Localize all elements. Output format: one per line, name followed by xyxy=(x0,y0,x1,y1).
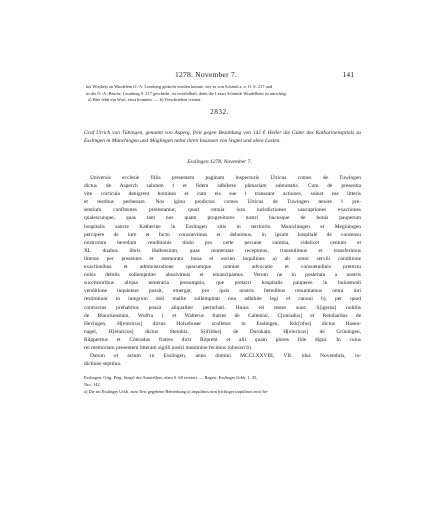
text-line: Hevingen, H[einricus] dictus Holzebuser sculletus in Esslingen, Rdc[ofus] dictus Hasen- xyxy=(84,320,361,327)
text-line: Rûpperttus et Cônradus fratres dicti Rôprehi et alii quam plures fide digni. In cuius xyxy=(84,336,361,343)
footnote-line: a) Hier fehlt ein Wort, etwa homines. — b) Verschrieben creatra. xyxy=(88,97,202,103)
text-line: dictione septima. xyxy=(84,361,122,368)
charter-text xyxy=(84,174,361,368)
text-line: nagel, H[einricus] dictus Steinbiz, S[ifridus] de Durnkain, H[einricus] de Grüningen, xyxy=(84,328,361,335)
text-line: restitutioni in integrum doli mallie sollempitati non adhibite legi et canoni b), per quod xyxy=(84,296,361,303)
text-line: de Blanckenstain, Wolfra } et Walterus fratres de Calteniai, C[onradus] et Reinhardus de xyxy=(84,312,361,319)
text-line: vite corriculo denigrent homines et cum eis sue ǁ transeant actiones, soleat eas litteris xyxy=(84,191,361,198)
text-line: rei memoriam presentem litteram sigilli nostri munimine fecimus roborari b). xyxy=(84,344,253,351)
archival-source-line: Nro. 142. xyxy=(84,381,101,387)
text-line: litteras per presentes et memorata bona et eorum inquilinos a) ab omni servili conditione xyxy=(84,255,361,262)
document-number: 2832. xyxy=(210,108,229,116)
text-line: exactionibus et administratione quacumque nomine advocatie et consuetudinis pretextu xyxy=(84,264,361,271)
archival-source-line: Esslingen. Orig. Perg. Siegel des Ausstellers, oben S. 68 erörtert. — Regest: Esslinger Urkb. 1, 35, xyxy=(84,375,258,380)
footnote-line: in der O.-A.-Beschr. Leonberg S. 217 geschieht, ist zweifelhaft, denn die Lesart Schmids Windelbein ist unrichtig. xyxy=(86,90,287,96)
text-line: Universis ecclesie filiis presentem paginam inspecturis Ülricus comes de Tuwingen xyxy=(90,175,361,181)
text-line: Datum et actum in Esslingen, anno domini MCCLXXVIII, VII. idus Novembris, in- xyxy=(90,353,361,360)
text-line: nostrorum heredum venditionis titulo pro certe pecunie summa, videlicet centum et xyxy=(84,239,361,246)
page-number: 141 xyxy=(342,70,354,79)
text-line: dictus de Asperch salutem ǁ et fidem adhibere plenariam subnotatis. Cum de presentia xyxy=(84,183,361,190)
place-date-line: Esslingen 1278. November 7. xyxy=(187,159,252,165)
footnote-line: a) Die im Esslinger Urkb. zum Text gegebene Bemerkung a) inquilinos non (richtiger inquilinos nos) be- xyxy=(84,388,269,394)
text-line: hospitalis sancte Katherine in Esslingen sitis in territorio Munichingen et Meginingen xyxy=(84,223,361,230)
text-line: contractus prehabitus possit aliqualiter perturbari. Huius rei testes sunt: S[igerus] nobilis xyxy=(84,304,361,311)
footnote-line: bei Wirsbels an Windelein O.-A. Leonberg gedacht werden könnte, wie es von Schmid a. a. O. S. 217 und xyxy=(86,84,273,89)
text-line: sentium confitentes protestamur, quod omnia iura iurisdictiones usucaptiones exactiones xyxy=(84,207,361,214)
text-line: percipere de iure et facto consuevimus et debuimus, in ipsum hospitale de consensu xyxy=(84,231,361,238)
text-line: venditione inquietare possit, emergat, pro ipsis nostris heredibus renuntiamus omni iuri xyxy=(84,288,361,295)
text-line: XL duabus libris Hallensium, quas numeratas recepimus, transtulimus et transferimus xyxy=(84,247,361,254)
running-header xyxy=(0,70,439,82)
text-line: successoribus aliqua temeraria presumptio, que pretacti hospitalis pauperes in huiusmodi xyxy=(84,280,361,287)
text-line: qualescunque, quas tam nos quam progenitores nostri hucusque de bonis pauperum xyxy=(84,215,361,222)
header-date: 1278. November 7. xyxy=(175,70,238,79)
previous-document-footnotes xyxy=(86,84,361,104)
text-line: nobis debitis sollempniter absolvimus et emancipamus. Verum ne in posterum a nostris xyxy=(84,272,361,279)
archival-notes xyxy=(84,375,361,395)
text-line: et testibus perhenare. Nos igitur predictus comes Ülricus de Tuwingen tenore ǁ pre- xyxy=(84,199,361,206)
regest-summary: Graf Ulrich von Tübingen, genannt von Asperg, freit gegen Bezahlung von 142 € Heller die Güter des Katharinenspitals zu Esslingen in Münchingen und Möglingen nebst ihren Insassen von Vogtei und allen Lasten. xyxy=(84,130,361,145)
